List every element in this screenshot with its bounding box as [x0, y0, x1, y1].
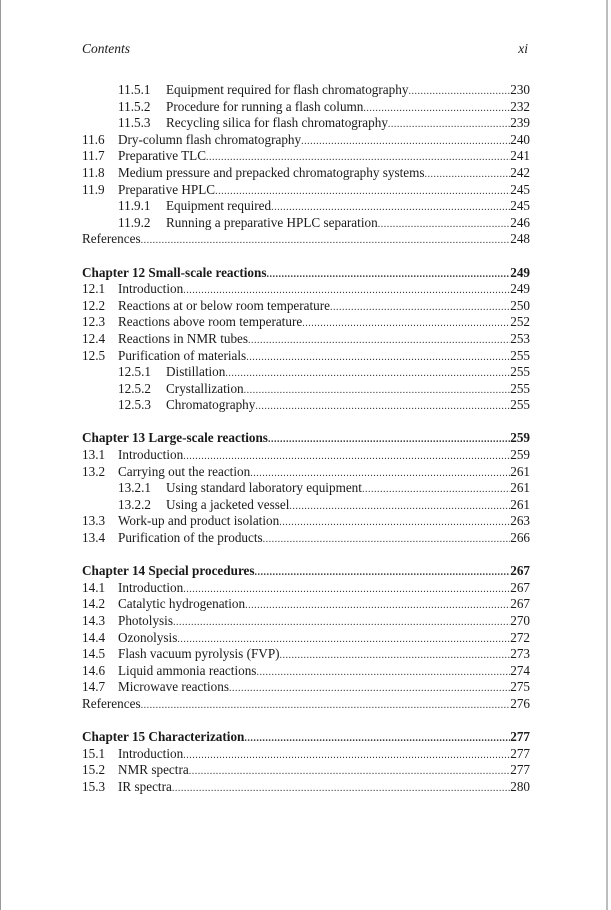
toc-entry-page: 255 [510, 397, 530, 413]
toc-entry-page: 245 [510, 181, 530, 197]
toc-entry-title: References [82, 231, 141, 247]
toc-entry-title: Introduction [118, 745, 184, 761]
page-edge-left [0, 0, 1, 910]
toc-entry-page: 232 [510, 98, 530, 114]
toc-section-entry[interactable] [82, 646, 530, 663]
toc-spacer [82, 713, 530, 730]
toc-entry-page: 252 [510, 314, 530, 330]
toc-subsection-entry[interactable] [82, 115, 530, 132]
toc-entry-number: 15.3 [82, 778, 106, 794]
toc-entry-title: Chromatography [166, 397, 256, 413]
toc-subsection-entry[interactable] [82, 497, 530, 514]
dot-leader [229, 681, 510, 698]
toc-entry-number: 11.9.2 [118, 214, 151, 230]
toc-entry-title: IR spectra [118, 778, 172, 794]
toc-entry-title: Reactions in NMR tubes [118, 330, 249, 346]
toc-entry-number: 11.7 [82, 148, 105, 164]
toc-entry-number: 12.2 [82, 297, 106, 313]
toc-entry-number: 13.2.1 [118, 480, 151, 496]
dot-leader [362, 482, 510, 499]
dot-leader [189, 764, 511, 781]
dot-leader [289, 499, 510, 516]
toc-entry-title: Medium pressure and prepacked chromatography systems [118, 164, 425, 180]
toc-entry-title: Chapter 12 Small-scale reactions [82, 264, 267, 280]
toc-entry-number: 12.5 [82, 347, 106, 363]
toc-entry-title: Catalytic hydrogenation [118, 596, 246, 612]
toc-section-entry[interactable] [82, 148, 530, 165]
toc-spacer [82, 414, 530, 431]
dot-leader [172, 781, 510, 798]
toc-entry-number: 14.6 [82, 662, 106, 678]
toc-entry-title: Purification of materials [118, 347, 247, 363]
running-head-page-number: xi [518, 41, 528, 56]
dot-leader [256, 665, 510, 682]
toc-spacer [82, 248, 530, 265]
toc-entry-number: 12.5.2 [118, 380, 151, 396]
toc-entry-page: 277 [510, 745, 530, 761]
dot-leader [280, 648, 511, 665]
toc-entry-title: Chapter 14 Special procedures [82, 563, 255, 579]
toc-entry-title: Dry-column flash chromatography [118, 131, 302, 147]
toc-section-entry[interactable] [82, 530, 530, 547]
dot-leader [388, 117, 510, 134]
toc-entry-number: 12.5.3 [118, 397, 151, 413]
toc-entry-page: 270 [510, 613, 530, 628]
toc-entry-title: Equipment required [166, 198, 272, 214]
toc-entry-number: 14.4 [82, 629, 106, 645]
toc-entry-number: 15.1 [82, 745, 106, 761]
toc-section-entry[interactable] [82, 464, 530, 481]
toc-section-entry[interactable] [82, 679, 530, 696]
toc-references-entry[interactable] [82, 696, 530, 713]
toc-entry-title: Carrying out the reaction [118, 463, 251, 479]
toc-entry-title: Purification of the products [118, 530, 263, 546]
toc-subsection-entry[interactable] [82, 381, 530, 398]
toc-subsection-entry[interactable] [82, 215, 530, 232]
toc-entry-number: 13.4 [82, 530, 106, 546]
dot-leader [266, 267, 510, 284]
toc-entry-number: 11.5.2 [118, 98, 151, 114]
dot-leader [301, 134, 510, 151]
toc-entry-number: 12.1 [82, 281, 106, 297]
dot-leader [244, 731, 510, 748]
toc-entry-number: 11.9.1 [118, 198, 151, 214]
toc-entry-title: Flash vacuum pyrolysis (FVP) [118, 646, 280, 662]
dot-leader [408, 84, 510, 101]
toc-entry-page: 259 [510, 430, 530, 446]
toc-entry-page: 249 [510, 281, 530, 297]
toc-entry-title: Chapter 13 Large-scale reactions [82, 430, 268, 446]
dot-leader [378, 217, 511, 234]
dot-leader [141, 698, 511, 715]
toc-entry-title: Equipment required for flash chromatography [166, 82, 409, 97]
toc-entry-page: 250 [510, 297, 530, 313]
toc-section-entry[interactable] [82, 348, 530, 365]
toc-entry-page: 261 [510, 463, 530, 479]
toc-entry-number: 13.2 [82, 463, 106, 479]
toc-entry-page: 245 [510, 198, 530, 214]
dot-leader [330, 300, 510, 317]
dot-leader [141, 233, 511, 250]
toc-entry-page: 261 [510, 496, 530, 512]
toc-entry-title: Ozonolysis [118, 629, 178, 645]
toc-section-entry[interactable] [82, 182, 530, 199]
toc-entry-title: Chapter 15 Characterization [82, 729, 245, 745]
toc-entry-title: Using a jacketed vessel [166, 496, 290, 512]
toc-entry-number: 11.5.3 [118, 115, 151, 131]
running-head [82, 41, 528, 57]
toc-entry-title: Introduction [118, 579, 184, 595]
toc-entry-page: 267 [510, 563, 530, 579]
toc-entry-title: Procedure for running a flash column [166, 98, 364, 114]
toc-entry-page: 276 [510, 695, 530, 711]
running-head-section: Contents [82, 41, 131, 56]
toc-entry-page: 255 [510, 364, 530, 380]
toc-entry-page: 255 [510, 380, 530, 396]
toc-entry-number: 13.1 [82, 447, 106, 463]
toc-section-entry[interactable] [82, 331, 530, 348]
toc-entry-page: 241 [510, 148, 530, 164]
toc-subsection-entry[interactable] [82, 82, 530, 99]
toc-section-entry[interactable] [82, 580, 530, 597]
toc-subsection-entry[interactable] [82, 397, 530, 414]
toc-chapter-entry[interactable] [82, 729, 530, 746]
toc-chapter-entry[interactable] [82, 265, 530, 282]
toc-entry-page: 246 [510, 214, 530, 230]
toc-entry-page: 273 [510, 646, 530, 662]
toc-section-entry[interactable] [82, 165, 530, 182]
toc-entry-number: 14.5 [82, 646, 106, 662]
toc-entry-page: 248 [510, 231, 530, 247]
dot-leader [225, 366, 510, 383]
toc-entry-page: 280 [510, 778, 530, 794]
toc-entry-page: 274 [510, 662, 530, 678]
toc-chapter-entry[interactable] [82, 563, 530, 580]
dot-leader [248, 333, 510, 350]
toc-section-entry[interactable] [82, 132, 530, 149]
toc-entry-page: 230 [510, 82, 530, 97]
dot-leader [244, 383, 511, 400]
toc-entry-title: Running a preparative HPLC separation [166, 214, 378, 230]
dot-leader [245, 598, 510, 615]
toc-entry-number: 11.5.1 [118, 82, 151, 97]
toc-entry-page: 239 [510, 115, 530, 131]
dot-leader [268, 432, 510, 449]
toc-entry-title: Introduction [118, 281, 184, 297]
toc-entry-title: References [82, 695, 141, 711]
dot-leader [255, 565, 511, 582]
dot-leader [255, 399, 510, 416]
toc-entry-page: 272 [510, 629, 530, 645]
toc-entry-title: Reactions above room temperature [118, 314, 303, 330]
page-edge-right [606, 0, 608, 910]
dot-leader [263, 532, 511, 549]
toc-entry-number: 14.7 [82, 679, 106, 695]
dot-leader [246, 350, 510, 367]
toc-subsection-entry[interactable] [82, 480, 530, 497]
toc-entry-page: 240 [510, 131, 530, 147]
toc-entry-page: 263 [510, 513, 530, 529]
toc-entry-number: 11.8 [82, 164, 105, 180]
toc-references-entry[interactable] [82, 231, 530, 248]
toc-entry-page: 255 [510, 347, 530, 363]
toc-entry-page: 267 [510, 579, 530, 595]
toc-entry-number: 13.3 [82, 513, 106, 529]
toc-section-entry[interactable] [82, 314, 530, 331]
toc-section-entry[interactable] [82, 596, 530, 613]
toc-entry-page: 267 [510, 596, 530, 612]
toc-entry-title: Preparative TLC [118, 148, 207, 164]
toc-entry-number: 12.3 [82, 314, 106, 330]
toc-entry-number: 12.4 [82, 330, 106, 346]
toc-section-entry[interactable] [82, 281, 530, 298]
toc-entry-title: Crystallization [166, 380, 244, 396]
toc-entry-title: Distillation [166, 364, 226, 380]
toc-section-entry[interactable] [82, 447, 530, 464]
toc-entry-title: Photolysis [118, 613, 173, 628]
toc-entry-page: 253 [510, 330, 530, 346]
toc-entry-number: 14.1 [82, 579, 106, 595]
toc-entry-title: Reactions at or below room temperature [118, 297, 331, 313]
toc-chapter-entry[interactable] [82, 430, 530, 447]
dot-leader [425, 167, 511, 184]
toc-section-entry[interactable] [82, 513, 530, 530]
toc-spacer [82, 547, 530, 564]
dot-leader [279, 515, 510, 532]
toc-entry-number: 14.2 [82, 596, 106, 612]
toc-entry-title: Introduction [118, 447, 184, 463]
toc-entry-page: 259 [510, 447, 530, 463]
toc-entry-number: 11.6 [82, 131, 105, 147]
toc-section-entry[interactable] [82, 613, 530, 630]
toc-section-entry[interactable] [82, 762, 530, 779]
toc-section-entry[interactable] [82, 298, 530, 315]
toc-entry-number: 12.5.1 [118, 364, 151, 380]
toc-entry-page: 249 [510, 264, 530, 280]
toc-entry-title: Using standard laboratory equipment [166, 480, 362, 496]
toc-entry-title: NMR spectra [118, 762, 189, 778]
toc-subsection-entry[interactable] [82, 99, 530, 116]
toc-entry-title: Work-up and product isolation [118, 513, 280, 529]
dot-leader [183, 748, 510, 765]
toc-entry-number: 15.2 [82, 762, 106, 778]
toc-subsection-entry[interactable] [82, 364, 530, 381]
toc-subsection-entry[interactable] [82, 198, 530, 215]
dot-leader [302, 316, 510, 333]
toc-entry-title: Microwave reactions [118, 679, 229, 695]
toc-entry-page: 242 [510, 164, 530, 180]
toc-section-entry[interactable] [82, 630, 530, 647]
toc-entry-title: Liquid ammonia reactions [118, 662, 257, 678]
toc-entry-page: 277 [510, 762, 530, 778]
toc-entry-number: 11.9 [82, 181, 105, 197]
toc-entry-page: 275 [510, 679, 530, 695]
toc-entry-page: 266 [510, 530, 530, 546]
toc-section-entry[interactable] [82, 663, 530, 680]
toc-entry-page: 261 [510, 480, 530, 496]
toc-entry-number: 13.2.2 [118, 496, 151, 512]
toc-section-entry[interactable] [82, 746, 530, 763]
toc-entry-title: Recycling silica for flash chromatography [166, 115, 388, 131]
dot-leader [173, 615, 510, 632]
toc-entry-number: 14.3 [82, 613, 106, 628]
toc-entry-page: 277 [510, 729, 530, 745]
toc-entry-title: Preparative HPLC [118, 181, 216, 197]
toc-section-entry[interactable] [82, 779, 530, 796]
table-of-contents [82, 82, 530, 796]
